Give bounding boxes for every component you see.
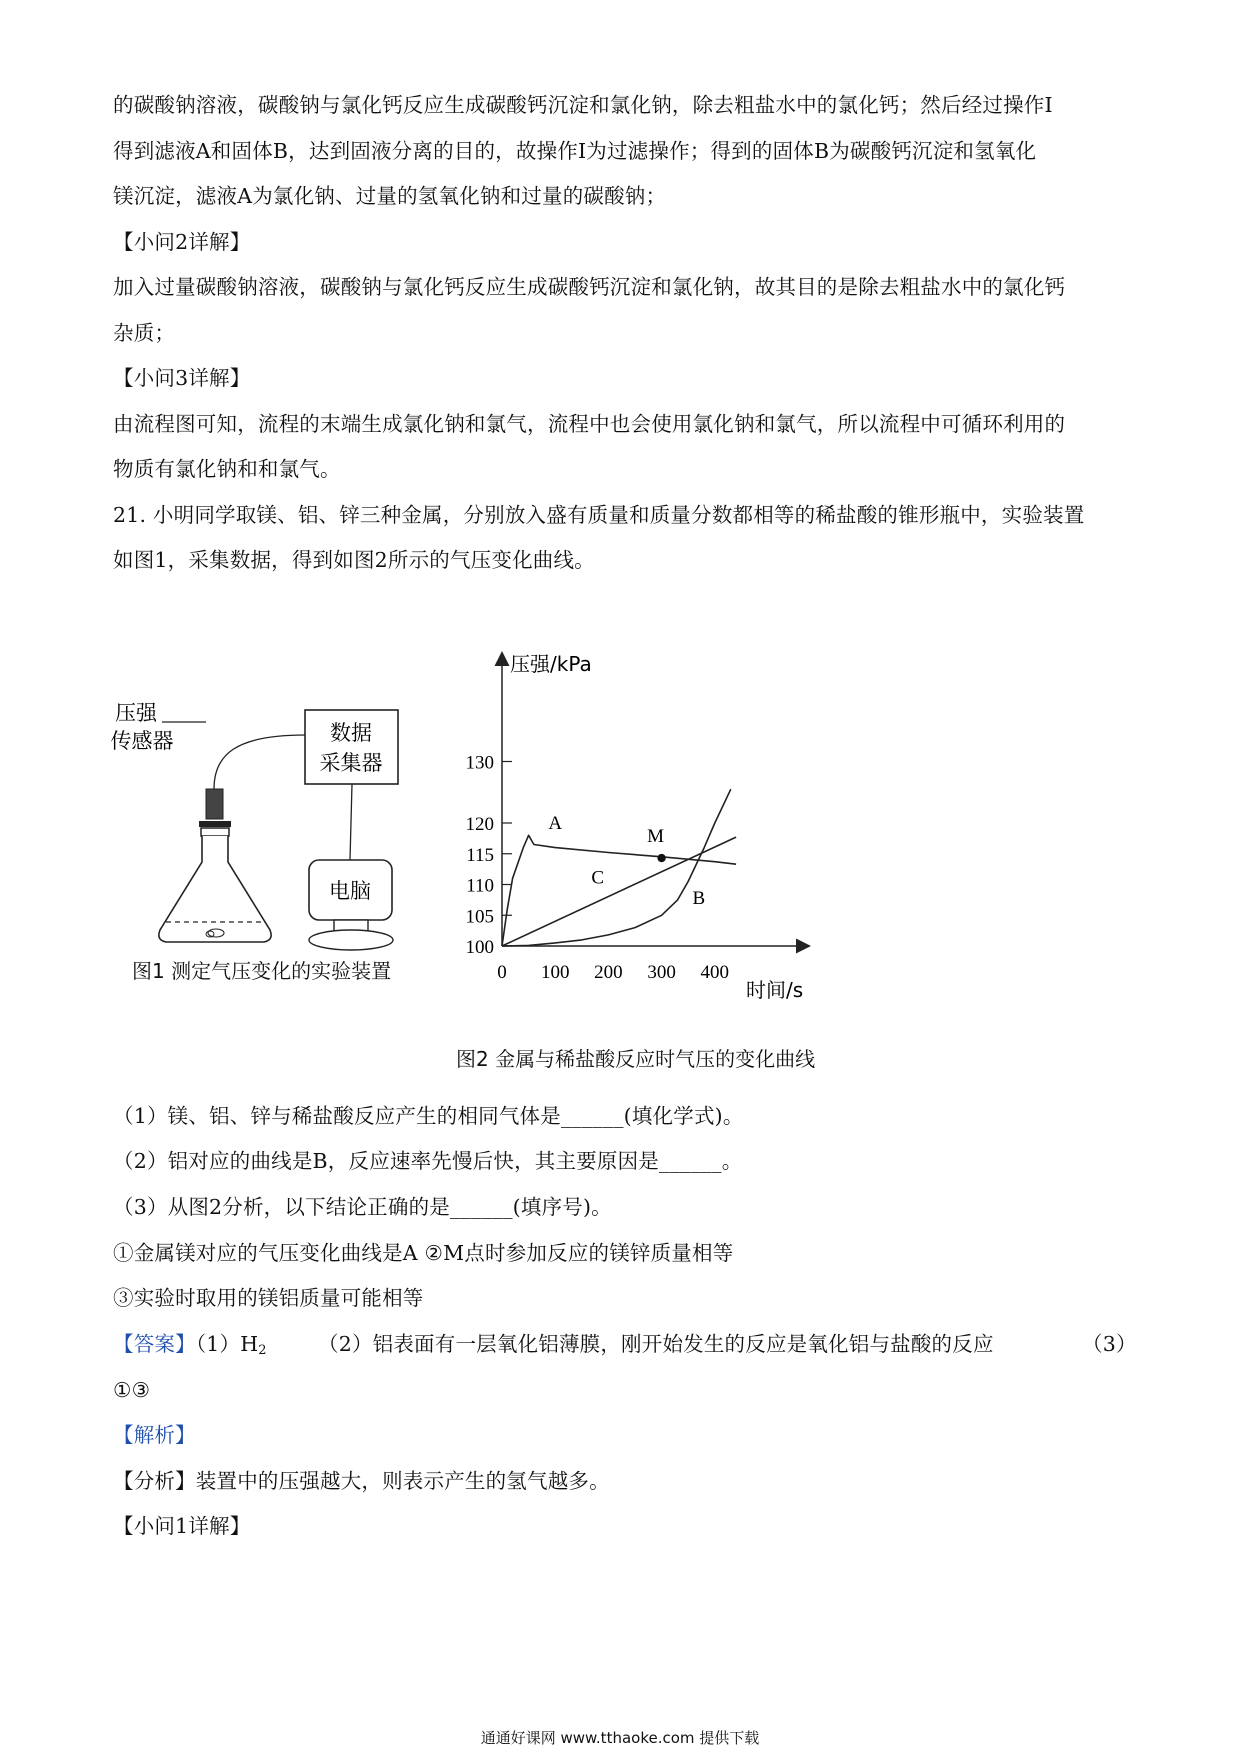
computer-cable (350, 784, 352, 860)
section-heading: 【小问3详解】 (113, 366, 251, 390)
series-label-c: C (591, 867, 605, 889)
x-axis-label: 时间/s (746, 978, 804, 1002)
y-tick-label: 115 (466, 844, 494, 866)
question-3-options: ①金属镁对应的气压变化曲线是A ②M点时参加反应的镁锌质量相等 (113, 1241, 734, 1265)
series-label-a: A (548, 813, 563, 835)
question-1: （1）镁、铝、锌与稀盐酸反应产生的相同气体是______(填化学式)。 (113, 1104, 744, 1128)
series-label-b: B (692, 888, 706, 910)
question-2: （2）铝对应的曲线是B，反应速率先慢后快，其主要原因是______。 (113, 1149, 743, 1173)
flask-stopper (199, 821, 231, 827)
figure1-caption: 图1 测定气压变化的实验装置 (132, 959, 392, 983)
figure1-apparatus (110, 690, 440, 1000)
pressure-sensor (206, 789, 223, 819)
x-tick-label: 300 (647, 962, 676, 983)
answer-3: ①③ (113, 1378, 151, 1402)
x-tick-label: 200 (594, 962, 623, 983)
data-collector-label: 数据 (330, 721, 372, 745)
conical-flask (159, 836, 271, 942)
question-3-options: ③实验时取用的镁铝质量可能相等 (113, 1286, 424, 1310)
point-label-m: M (647, 826, 665, 848)
pressure-sensor-label: 压强 (115, 701, 157, 725)
y-tick-label: 110 (466, 875, 494, 897)
question-3: （3）从图2分析，以下结论正确的是______(填序号)。 (113, 1195, 612, 1219)
section-heading: 【小问2详解】 (113, 230, 251, 254)
page-footer: 通通好课网 www.tthaoke.com 提供下载 (480, 1729, 760, 1747)
answer-1-subscript: 2 (258, 1343, 267, 1358)
x-tick-label: 100 (540, 962, 570, 983)
y-axis-label: 压强/kPa (510, 652, 592, 676)
pressure-chart (440, 640, 840, 1010)
paragraph-line: 加入过量碳酸钠溶液，碳酸钠与氯化钙反应生成碳酸钙沉淀和氯化钠，故其目的是除去粗盐水中的氯化钙 (113, 275, 1066, 299)
pressure-sensor-label: 传感器 (110, 729, 174, 753)
series-label-group (548, 813, 705, 909)
paragraph-line: 物质有氯化钠和和氯气。 (113, 457, 341, 481)
paragraph-line: 杂质； (113, 321, 176, 345)
analysis-text: 【分析】装置中的压强越大，则表示产生的氢气越多。 (113, 1469, 610, 1493)
figure2-caption: 图2 金属与稀盐酸反应时气压的变化曲线 (456, 1047, 816, 1071)
y-tick-label: 130 (465, 752, 494, 774)
y-tick-label: 100 (465, 937, 494, 958)
section-heading: 【小问1详解】 (113, 1514, 251, 1538)
answer-1: （1）H (195, 1332, 259, 1356)
intersection-point (657, 854, 665, 862)
computer-base (309, 930, 393, 950)
x-tick-label: 400 (700, 962, 730, 983)
y-tick-label: 105 (465, 906, 494, 928)
computer-label: 电脑 (329, 879, 371, 903)
paragraph-line: 的碳酸钠溶液，碳酸钠与氯化钙反应生成碳酸钙沉淀和氯化钠，除去粗盐水中的氯化钙；然后经过操作I (113, 93, 1053, 117)
answer-2: （2）铝表面有一层氧化铝薄膜，刚开始发生的反应是氧化铝与盐酸的反应 (318, 1332, 994, 1356)
y-tick-label: 120 (465, 814, 494, 835)
answer-line (113, 1329, 267, 1366)
answer-tag: 【答案】 (113, 1332, 196, 1356)
paragraph-line: 由流程图可知，流程的末端生成氯化钠和氯气，流程中也会使用氯化钠和氯气，所以流程中可循环利用的 (113, 412, 1066, 436)
question-21-line: 如图1，采集数据，得到如图2所示的气压变化曲线。 (113, 548, 595, 572)
series-group (502, 789, 736, 946)
answer-3-number: （3） (1082, 1332, 1137, 1356)
data-collector-label: 采集器 (319, 751, 383, 775)
paragraph-line: 镁沉淀，滤液A为氯化钠、过量的氢氧化钠和过量的碳酸钠； (113, 184, 667, 208)
flask-stopper (201, 828, 229, 836)
series-line-b (502, 789, 731, 946)
analysis-tag: 【解析】 (113, 1423, 196, 1447)
sensor-cable (214, 735, 305, 789)
paragraph-line: 得到滤液A和固体B，达到固液分离的目的，故操作I为过滤操作；得到的固体B为碳酸钙沉淀和氢氧化 (113, 139, 1037, 163)
x-tick-label: 0 (497, 962, 507, 983)
question-21-line: 21. 小明同学取镁、铝、锌三种金属，分别放入盛有质量和质量分数都相等的稀盐酸的锥形瓶中，实验装置 (113, 503, 1085, 527)
